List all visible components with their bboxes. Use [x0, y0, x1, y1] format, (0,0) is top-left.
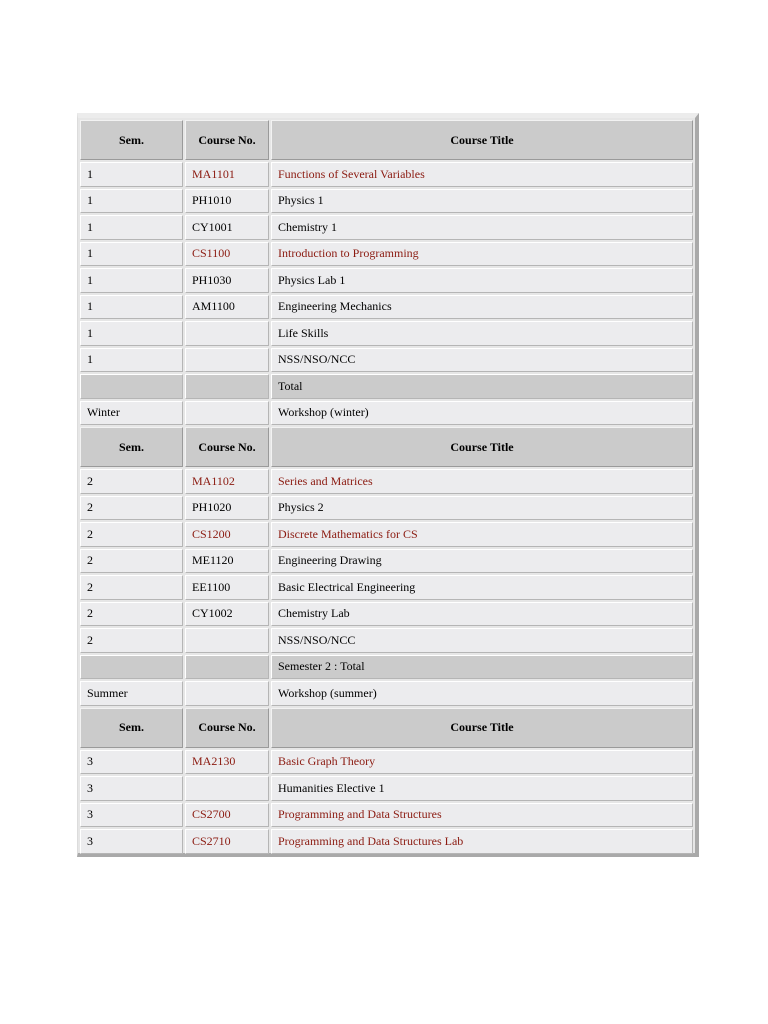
header-row: [80, 708, 693, 748]
semester-cell: Summer: [80, 681, 183, 706]
course-row: [80, 162, 693, 187]
header-row: [80, 427, 693, 467]
course-title-header: Course Title: [271, 427, 693, 467]
semester-cell: 3: [80, 776, 183, 801]
course-row: [80, 803, 693, 828]
course-title-cell: Physics 1: [271, 189, 693, 214]
course-number-cell: PH1030: [185, 268, 269, 293]
curriculum-table-container: [77, 113, 699, 857]
course-number-cell: CY1001: [185, 215, 269, 240]
course-row: [80, 469, 693, 494]
total-label-cell: Total: [271, 374, 693, 399]
course-number-cell[interactable]: MA1102: [185, 469, 269, 494]
course-title-cell: Physics 2: [271, 496, 693, 521]
semester-cell: 3: [80, 803, 183, 828]
course-row: [80, 829, 693, 854]
course-title-cell: Life Skills: [271, 321, 693, 346]
curriculum-table: [78, 118, 695, 856]
course-number-cell: CY1002: [185, 602, 269, 627]
course-title-cell: Humanities Elective 1: [271, 776, 693, 801]
course-number-cell: [185, 776, 269, 801]
course-no-header: Course No.: [185, 427, 269, 467]
course-number-cell[interactable]: CS2700: [185, 803, 269, 828]
semester-cell: [80, 374, 183, 399]
course-title-cell: Chemistry 1: [271, 215, 693, 240]
semester-cell: 3: [80, 750, 183, 775]
course-number-cell[interactable]: CS2710: [185, 829, 269, 854]
course-no-header: Course No.: [185, 120, 269, 160]
course-number-cell: ME1120: [185, 549, 269, 574]
sem-header: Sem.: [80, 427, 183, 467]
total-row: [80, 374, 693, 399]
course-number-cell: PH1010: [185, 189, 269, 214]
course-row: [80, 496, 693, 521]
semester-cell: 2: [80, 602, 183, 627]
course-number-cell: AM1100: [185, 295, 269, 320]
semester-cell: 1: [80, 189, 183, 214]
course-title-cell: Physics Lab 1: [271, 268, 693, 293]
course-title-header: Course Title: [271, 120, 693, 160]
semester-cell: 1: [80, 321, 183, 346]
course-title-cell[interactable]: Programming and Data Structures Lab: [271, 829, 693, 854]
course-row: [80, 321, 693, 346]
course-row: [80, 750, 693, 775]
course-title-cell: Basic Electrical Engineering: [271, 575, 693, 600]
course-row: [80, 242, 693, 267]
course-title-cell[interactable]: Functions of Several Variables: [271, 162, 693, 187]
course-number-cell[interactable]: MA1101: [185, 162, 269, 187]
semester-cell: 3: [80, 829, 183, 854]
course-row: [80, 681, 693, 706]
semester-cell: 1: [80, 348, 183, 373]
semester-cell: 2: [80, 628, 183, 653]
course-number-cell[interactable]: CS1200: [185, 522, 269, 547]
course-row: [80, 401, 693, 426]
course-title-cell[interactable]: Programming and Data Structures: [271, 803, 693, 828]
course-title-cell: Engineering Drawing: [271, 549, 693, 574]
header-row: [80, 120, 693, 160]
course-number-cell: PH1020: [185, 496, 269, 521]
course-title-cell: Chemistry Lab: [271, 602, 693, 627]
course-title-cell: Workshop (winter): [271, 401, 693, 426]
semester-cell: 1: [80, 242, 183, 267]
semester-cell: 2: [80, 469, 183, 494]
course-number-cell: [185, 681, 269, 706]
course-title-cell[interactable]: Basic Graph Theory: [271, 750, 693, 775]
total-label-cell: Semester 2 : Total: [271, 655, 693, 680]
course-row: [80, 575, 693, 600]
course-title-cell[interactable]: Introduction to Programming: [271, 242, 693, 267]
semester-cell: 2: [80, 575, 183, 600]
semester-cell: 1: [80, 162, 183, 187]
course-number-cell: [185, 401, 269, 426]
course-title-cell[interactable]: Discrete Mathematics for CS: [271, 522, 693, 547]
course-row: [80, 348, 693, 373]
course-number-cell[interactable]: MA2130: [185, 750, 269, 775]
semester-cell: Winter: [80, 401, 183, 426]
semester-cell: [80, 655, 183, 680]
course-number-cell: [185, 374, 269, 399]
semester-cell: 1: [80, 215, 183, 240]
course-number-cell: EE1100: [185, 575, 269, 600]
course-title-cell: Workshop (summer): [271, 681, 693, 706]
course-row: [80, 189, 693, 214]
course-row: [80, 776, 693, 801]
course-row: [80, 602, 693, 627]
semester-cell: 1: [80, 268, 183, 293]
course-title-cell: NSS/NSO/NCC: [271, 348, 693, 373]
course-row: [80, 549, 693, 574]
course-number-cell: [185, 348, 269, 373]
sem-header: Sem.: [80, 708, 183, 748]
course-title-cell[interactable]: Series and Matrices: [271, 469, 693, 494]
semester-cell: 1: [80, 295, 183, 320]
course-row: [80, 268, 693, 293]
course-number-cell: [185, 655, 269, 680]
course-number-cell: [185, 628, 269, 653]
course-number-cell[interactable]: CS1100: [185, 242, 269, 267]
course-row: [80, 522, 693, 547]
course-title-cell: Engineering Mechanics: [271, 295, 693, 320]
course-title-header: Course Title: [271, 708, 693, 748]
course-row: [80, 628, 693, 653]
course-row: [80, 215, 693, 240]
course-title-cell: NSS/NSO/NCC: [271, 628, 693, 653]
semester-cell: 2: [80, 549, 183, 574]
course-number-cell: [185, 321, 269, 346]
semester-cell: 2: [80, 496, 183, 521]
course-no-header: Course No.: [185, 708, 269, 748]
total-row: [80, 655, 693, 680]
semester-cell: 2: [80, 522, 183, 547]
sem-header: Sem.: [80, 120, 183, 160]
curriculum-table-body: [80, 120, 693, 854]
course-row: [80, 295, 693, 320]
